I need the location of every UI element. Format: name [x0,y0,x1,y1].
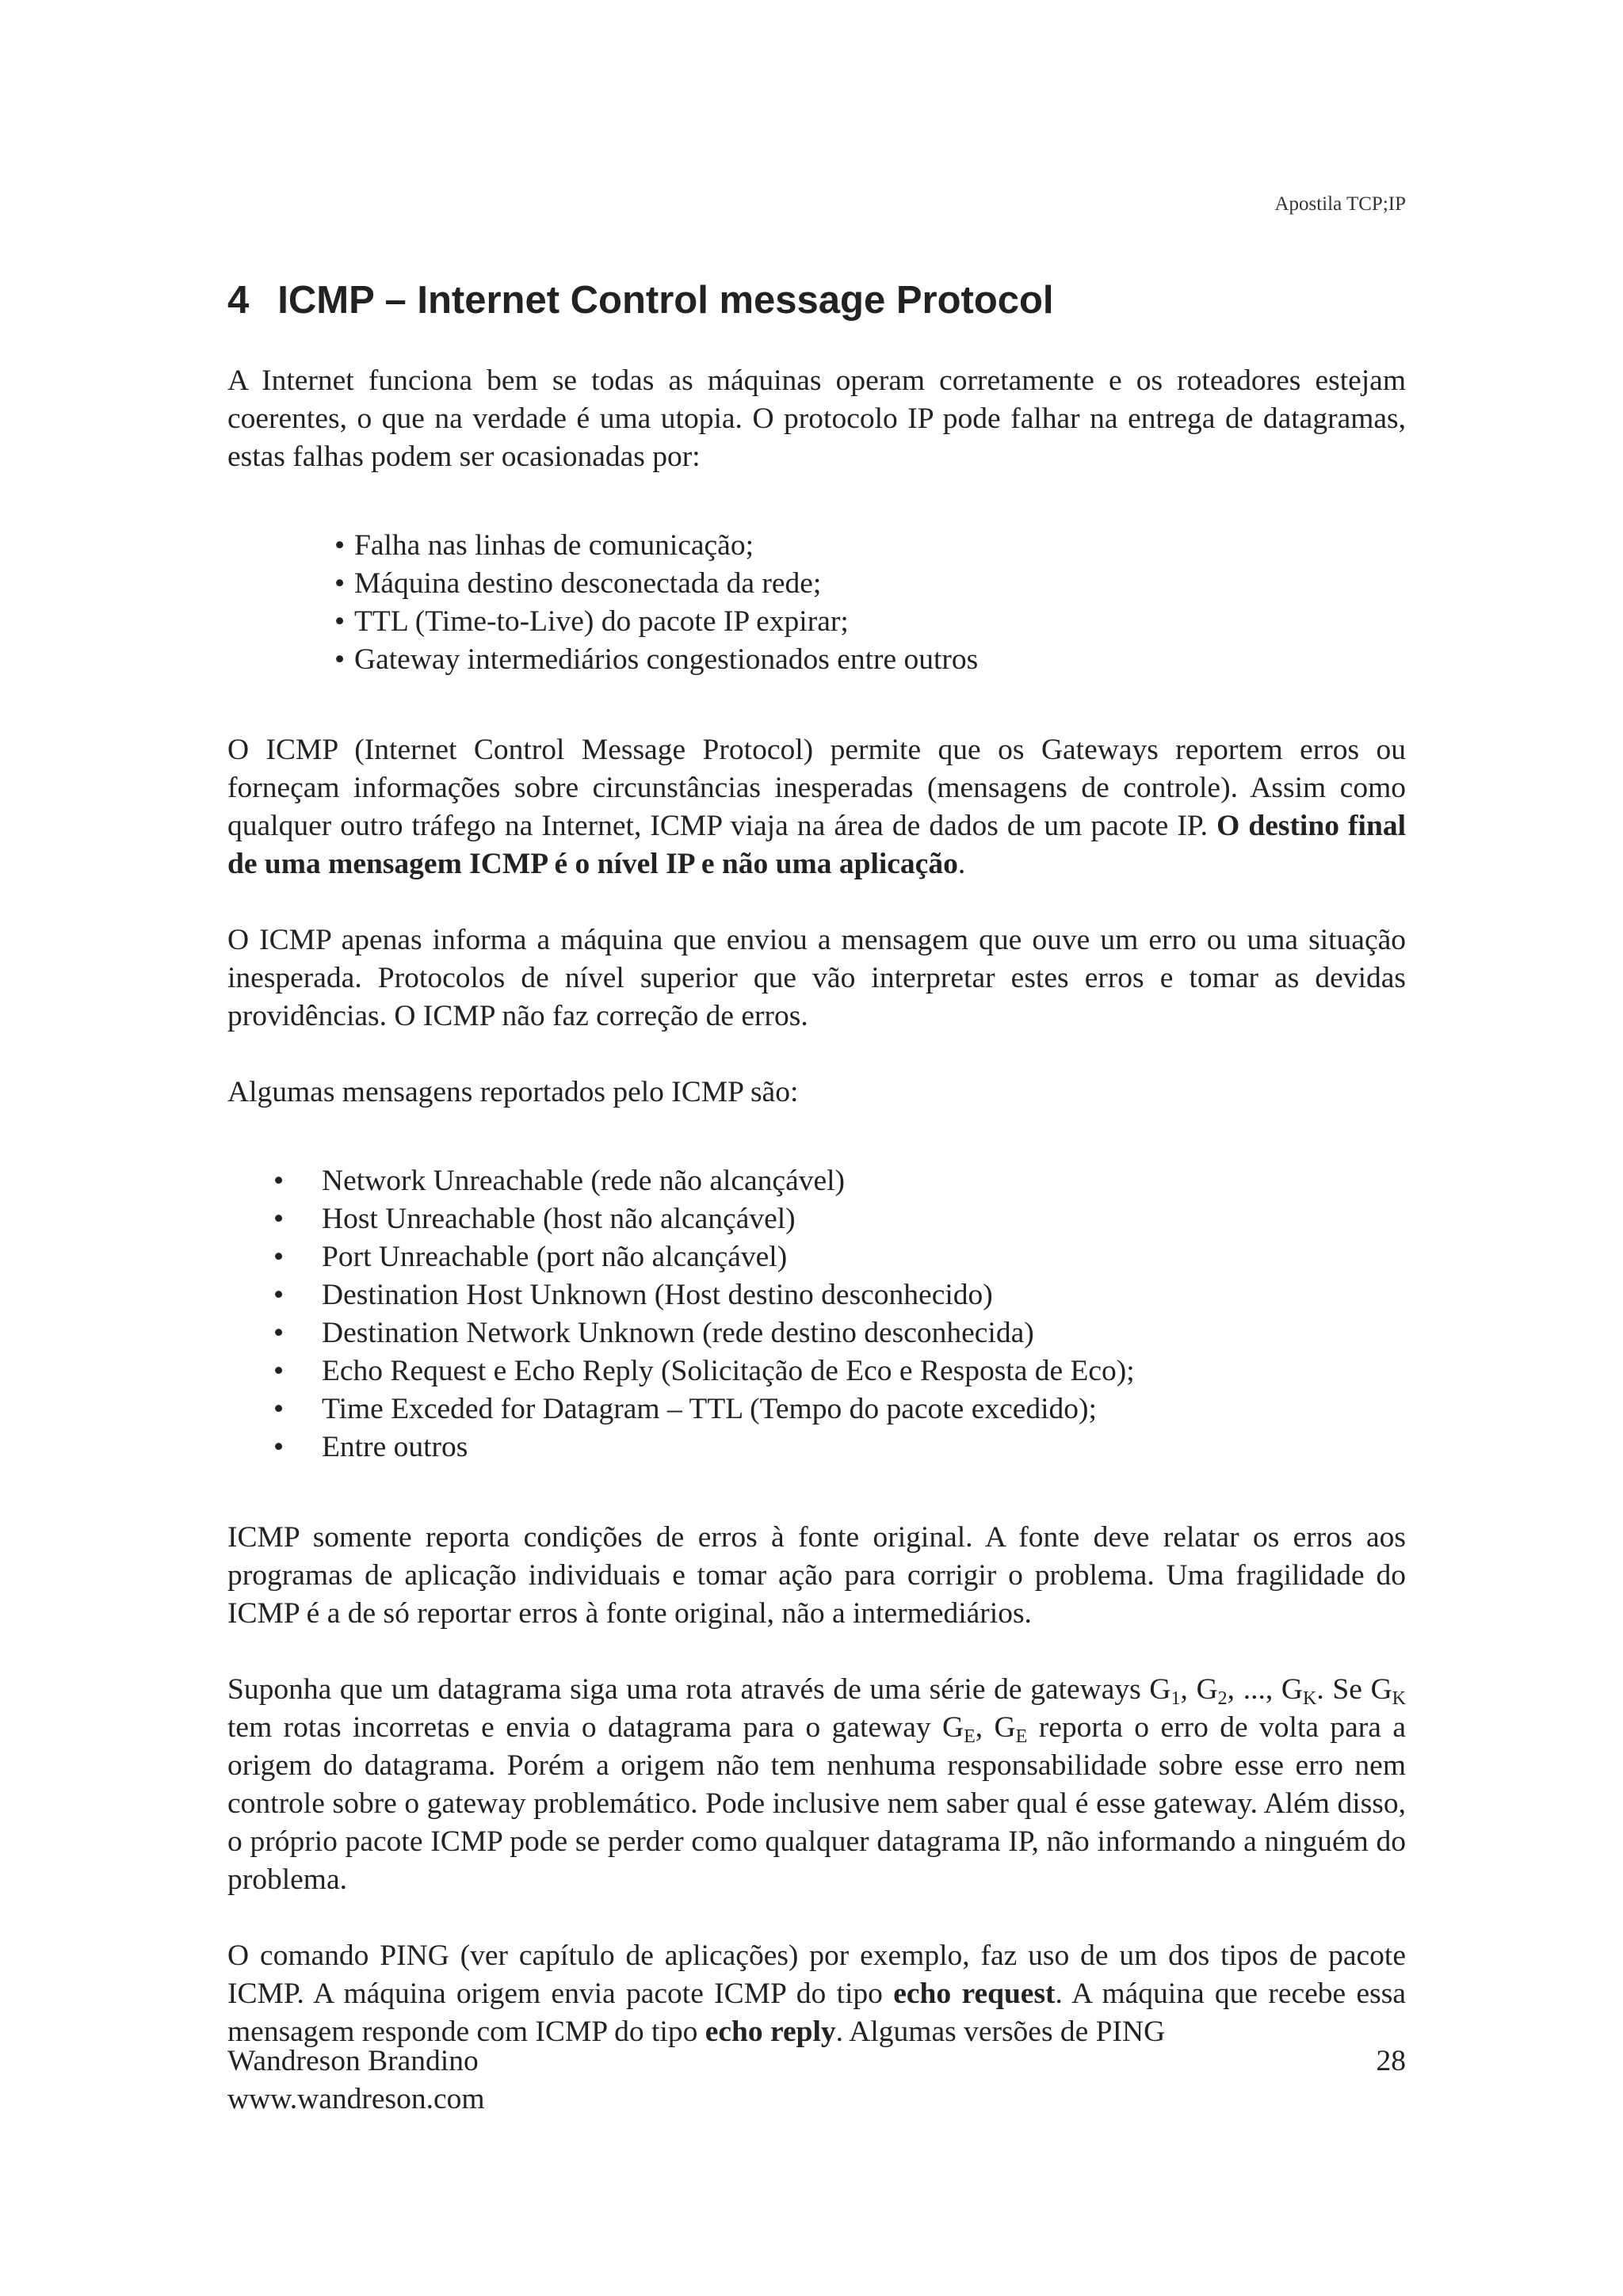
bullet-icon: • [273,1430,285,1463]
bullet-icon: • [334,566,346,600]
list-item: • Echo Request e Echo Reply (Solicitação de Eco e Resposta de Eco); [227,1352,1406,1390]
bullet-icon: • [273,1240,285,1273]
ping-paragraph: O comando PING (ver capítulo de aplicações) por exemplo, faz uso de um dos tipos de pacote ICMP. A máquina origem envia pacote ICMP do tipo echo request. A máquina que recebe essa mensagem responde com ICMP do tipo echo reply. Algumas versões de PING [227,1939,1406,2048]
list-item: • Falha nas linhas de comunicação; [227,527,1406,565]
bullet-icon: • [273,1392,285,1425]
list-item: • Destination Network Unknown (rede destino desconhecida) [227,1314,1406,1352]
list-item: • TTL (Time-to-Live) do pacote IP expirar; [227,603,1406,641]
chapter-number: 4 [227,279,250,322]
gateway-paragraph: Suponha que um datagrama siga uma rota através de uma série de gateways $G_1$, $G_2$, ..., $G_K$. Se $G_K$ tem rotas incorretas e envia o datagrama para o gateway $G_E$, $G_E$ reporta o erro de volta para a origem do datagrama. Porém a origem não tem nenhuma responsabilidade sobre esse erro nem controle sobre o gateway problemático. Pode inclusive nem saber qual é esse gateway. Além disso, o próprio pacote ICMP pode se perder como qualquer datagrama IP, não informando a ninguém do problema. [227,1672,1406,1896]
intro-paragraph: A Internet funciona bem se todas as máquinas operam corretamente e os roteadores estejam coerentes, o que na verdade é uma utopia. O protocolo IP pode falhar na entrega de datagramas, estas falhas podem ser ocasionadas por: [227,364,1406,473]
echo-request-term: echo request [893,1977,1056,2010]
failure-list [227,527,1406,679]
bullet-icon: • [334,605,346,638]
bullet-icon: • [273,1202,285,1235]
bold-statement: O destino final de uma mensagem ICMP é o nível IP e não uma aplicação [227,809,1406,880]
list-item: • Host Unreachable (host não alcançável) [227,1200,1406,1238]
list-item: • Time Exceded for Datagram – TTL (Tempo do pacote excedido); [227,1390,1406,1428]
icmp-definition-paragraph: O ICMP (Internet Control Message Protocol) permite que os Gateways reportem erros ou forneçam informações sobre circunstâncias inesperadas (mensagens de controle). Assim como qualquer outro tráfego na Internet, ICMP viaja na área de dados de um pacote IP. O destino final de uma mensagem ICMP é o nível IP e não uma aplicação. [227,733,1406,880]
list-item: • Port Unreachable (port não alcançável) [227,1238,1406,1276]
bullet-icon: • [273,1164,285,1197]
footer-website: www.wandreson.com [227,2083,485,2115]
running-header: Apostila TCP;IP [1274,193,1406,215]
bullet-icon: • [273,1316,285,1349]
page-footer [227,2042,1406,2119]
page-number: 28 [1376,2045,1406,2077]
bullet-icon: • [273,1278,285,1311]
bullet-icon: • [273,1354,285,1387]
chapter-title-text: ICMP – Internet Control message Protocol [277,279,1054,322]
icmp-messages-list [227,1162,1406,1466]
list-item: • Entre outros [227,1428,1406,1466]
list-item: • Network Unreachable (rede não alcançável) [227,1162,1406,1200]
messages-intro: Algumas mensagens reportados pelo ICMP são: [227,1075,799,1108]
bullet-icon: • [334,643,346,676]
footer-author: Wandreson Brandino [227,2045,479,2077]
bullet-icon: • [334,528,346,562]
inform-paragraph: O ICMP apenas informa a máquina que enviou a mensagem que ouve um erro ou uma situação inesperada. Protocolos de nível superior que vão interpretar estes erros e tomar as devidas providências. O ICMP não faz correção de erros. [227,923,1406,1032]
page-content [227,277,1406,2051]
echo-reply-term: echo reply [705,2015,836,2048]
report-paragraph: ICMP somente reporta condições de erros à fonte original. A fonte deve relatar os erros aos programas de aplicação individuais e tomar ação para corrigir o problema. Uma fragilidade do ICMP é a de só reportar erros à fonte original, não a intermediários. [227,1520,1406,1630]
list-item: • Gateway intermediários congestionados entre outros [227,641,1406,679]
list-item: • Máquina destino desconectada da rede; [227,565,1406,603]
chapter-title [227,277,1406,324]
list-item: • Destination Host Unknown (Host destino desconhecido) [227,1276,1406,1314]
